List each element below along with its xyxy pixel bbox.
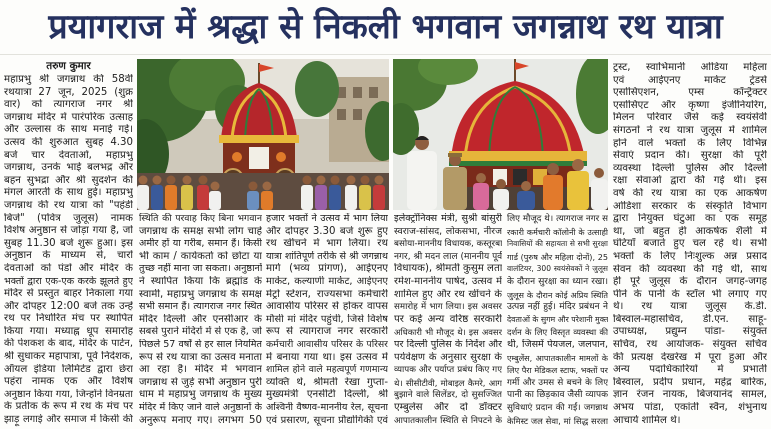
text-line: नगर, श्री मदन लाल (माननीय पूर्व — [394, 251, 502, 262]
text-line: किया गया। मध्याह्न धूप समारोह — [4, 325, 133, 337]
text-line: अश्विनी वैष्णव-माननीय रेल, सूचना — [266, 401, 388, 413]
text-line: और उल्लास के साथ मनाई गई। — [4, 124, 133, 136]
article-column-3 — [266, 213, 388, 427]
text-line: ज्ञान रंजन नायक, बिजयानंद सामल, — [613, 389, 767, 401]
text-line: एसोसिएट और कृष्णा इंजीनियरिंग, — [613, 99, 767, 111]
text-line: रमेश-माननीय पार्षद, उत्सव में — [394, 275, 502, 287]
headline: प्रयागराज में श्रद्धा से निकली भगवान जगन्नाथ रथ यात्रा — [48, 7, 723, 47]
text-line: ऑयल इंडिया लिमिटेड द्वारा छेरा — [4, 363, 133, 375]
text-line: व्यापक और पर्याप्त प्रबंध किए गए — [394, 365, 502, 376]
text-line: होने वाले भक्तों के लिए विभिन्न — [613, 137, 767, 149]
text-line: जगन्नाथ मंदिर में पारंपरिक उत्साह — [4, 111, 133, 123]
text-line: रथयात्रा 27 जून, 2025 (शुक्र — [4, 86, 133, 98]
text-line: बजे चार देवताओं, महाप्रभु — [4, 149, 133, 161]
text-line: पर दिल्ली पुलिस के निर्देश और — [394, 338, 502, 350]
text-line: जगन्नाथ की रथ यात्रा को "पहंडी — [4, 199, 133, 211]
text-line: रथ खींचने में भाग लिया। रथ — [266, 238, 388, 250]
text-line: की पेशकश के बाद, मंदिर के पार्टन, — [4, 338, 133, 350]
text-line: द्वारा नियुक्त घंटुआ का एक समूह — [613, 213, 767, 225]
text-line: सुविधाएं प्रदान की गईं। जगन्नाथ — [507, 402, 608, 413]
text-line: पर कई अन्य वरिष्ठ सरकारी — [394, 313, 502, 325]
text-line: अनुरूप मनाए गए। लगभग 50 — [139, 414, 262, 426]
text-line: धाम में महाप्रभु जगन्नाथ के मुख्य — [139, 389, 262, 401]
text-line: आचार्य शामिल थे। — [613, 414, 681, 426]
text-line: आवासीय परिसर से होकर वापस — [266, 301, 388, 313]
text-line: सेवन की व्यवस्था की गई थी, साथ — [613, 263, 767, 275]
article-column-1 — [4, 74, 133, 427]
text-line: बिस्वाल-महासचिव, डी.एन. साहू- — [613, 313, 767, 325]
text-line: उत्सव की शुरुआत सुबह 4.30 — [4, 136, 133, 148]
text-line: जगन्नाथ, उनके भाई बलभद्र और — [4, 162, 133, 174]
text-line: निवासियों की सहायता से सभी सुरक्षा — [507, 239, 608, 249]
text-line: घंटियाँ बजाते हुए चल रहे थे। सभी — [613, 238, 767, 250]
text-line: ने स्थापित किया कि ब्रह्मांड के — [139, 275, 262, 287]
text-line: बिजे" (पवित्र जुलूस) नामक — [4, 212, 133, 224]
text-line: व्यक्ति थे, श्रीमती रेखा गुप्ता- — [266, 376, 388, 388]
text-line: एम्बुलेंस और दो डॉक्टर — [394, 401, 502, 413]
photo-rath-yatra-chariot-devotees — [393, 59, 608, 210]
byline: तरुण कुमार — [46, 60, 91, 72]
text-line: कर्मचारी आवासीय परिसर के परिसर — [266, 338, 388, 350]
text-line: रकारी कर्मचारी कॉलोनी के उत्साही — [507, 226, 608, 237]
text-line: थे। सीसीटीवी, मोबाइल कैमरे, आग — [394, 377, 502, 388]
text-line: पिछले 57 वर्षों से हर साल नियमित — [139, 338, 262, 350]
text-line: दर्शन के लिए विस्तृत व्यवस्था की — [507, 327, 608, 338]
text-line: अनुष्ठान के माध्यम से, चारों — [4, 250, 133, 262]
text-line: महाप्रभु श्री जगन्नाथ की 58वीं — [4, 74, 133, 85]
text-line: विशेष अनुष्ठान से जोड़ा गया है, जो — [4, 225, 133, 237]
text-line: वार) को त्यागराज नगर श्री — [4, 99, 133, 111]
text-line: वर्ष की रथ यात्रा का एक आकर्षण — [613, 187, 767, 199]
text-line: अधिकारी भी मौजूद थे। इस अवसर — [394, 327, 502, 338]
text-line: वालंटियर, 300 स्वयंसेवकों ने जुलूस — [507, 264, 608, 274]
text-line: थे। रथ यात्रा जुलूस के.डी. — [613, 301, 767, 313]
text-line: लिए पैरा मेडिकल स्टाफ, भक्तों पर — [507, 365, 608, 376]
text-line: पहंरा नामक एक और विशेष — [4, 376, 133, 388]
text-line: मंगल आरती के साथ हुई। महाप्रभु — [4, 187, 133, 199]
text-line: श्री सुधाकर महापात्रा, पूर्व निदेशक, — [4, 351, 133, 363]
text-line: बुझाने वाले सिलेंडर, दो सुसज्जित — [394, 390, 502, 401]
text-line: भी काम / कार्यकर्ता को छोटा या — [139, 250, 262, 262]
article-column-2 — [139, 213, 262, 427]
text-line: उपाध्यक्ष, प्रद्युम्न पांडा- संयुक्त — [613, 326, 767, 338]
text-line: शामिल होने वाले महत्वपूर्ण गणमान्य — [266, 364, 388, 376]
article-column-4 — [394, 213, 502, 427]
text-line: मौसी मां मंदिर पहुंची, जिसे विशेष — [266, 313, 388, 325]
text-line: मार्केट, कल्याणी मार्केट, आईएनए — [266, 275, 388, 287]
text-line: और दोपहर 12:00 बजे तक उन्हें — [4, 300, 133, 312]
text-line: ही पूरे जुलूस के दौरान जगह-जगह — [613, 276, 767, 288]
text-line: सेवाएं प्रदान कीं। सुरक्षा की पूरी — [613, 150, 767, 162]
text-line: था, जो बहुत ही आकर्षक शैली में — [613, 225, 767, 237]
text-line: पर्यवेक्षण के अनुसार सुरक्षा के — [394, 351, 502, 363]
photo-rath-yatra-chariot-crowd — [137, 59, 389, 210]
text-line: मंदिर से प्रस्तुत बाहर निकाला गया — [4, 288, 133, 300]
text-line: मुख्यमंत्री एनसीटी दिल्ली, श्री — [266, 389, 388, 401]
text-line: उत्पन्न नहीं हुई। मंदिर प्रबंधन ने — [507, 302, 608, 313]
text-line: हजार भक्तों ने उत्सव में भाग लिया — [266, 213, 388, 224]
text-line: आ रहा है। मंदिर में भगवान — [139, 364, 262, 376]
text-line: सभी समान हैं। त्यागराज नगर स्थित — [139, 301, 262, 313]
text-line: एवं आईएनए मार्केट ट्रेडर्स — [613, 74, 767, 86]
text-line: बिस्वाल, प्रदीप प्रधान, महेंद्र बारिक, — [613, 376, 767, 388]
text-line: रथ पर निर्धारित मंच पर स्थापित — [4, 313, 133, 325]
text-line: जगन्नाथ से जुड़े सभी अनुष्ठान पुरी — [139, 376, 262, 388]
article-column-6 — [613, 62, 767, 427]
text-line: इलेक्ट्रॉनिक्स मंत्री, सुश्री बांसुरी — [394, 213, 502, 224]
text-line: की प्रत्यक्ष देखरेख में पूरा हुआ और — [613, 351, 767, 363]
text-line: मिलन परिवार जैसे कई स्वयंसेवी — [613, 112, 767, 124]
text-line: आपातकालीन स्थिति से निपटने के — [394, 415, 502, 426]
text-line: स्वामी, महाप्रभु जगन्नाथ के समक्ष — [139, 288, 262, 300]
text-line: व्यवस्था दिल्ली पुलिस और दिल्ली — [613, 162, 767, 174]
text-line: यात्रा शांतिपूर्ण तरीके से श्री जगन्नाथ — [266, 250, 388, 262]
text-line: झाड़ू लगाई और समाज में किसी की — [4, 414, 133, 426]
text-line: विधायक), श्रीमती कुसुम लता — [394, 263, 502, 275]
text-line: स्वराज-सांसद, लोकसभा, नीरज — [394, 225, 502, 237]
article-column-5 — [507, 213, 608, 427]
text-line: सबसे पुराने मंदिरों में से एक है, जो — [139, 326, 262, 338]
text-line: रूप से त्यागराज नगर सरकारी — [266, 326, 388, 338]
text-line: जगन्नाथ के समक्ष सभी लोग चाहे — [139, 225, 262, 237]
headline-rule — [0, 54, 771, 55]
text-line: अनुष्ठान किया गया, जिन्होंने विनम्रता — [4, 388, 133, 400]
text-line: के प्रतीक के रूप में रथ के मंच पर — [4, 401, 133, 413]
text-line: एम्बुलेंस, आपातकालीन मामलों के — [507, 352, 608, 363]
text-line: के दौरान सुरक्षा का ध्यान रखा। — [507, 276, 608, 287]
text-line: बहन सुभद्रा और श्री सुदर्शन की — [4, 174, 133, 186]
text-line: गार्ड (पुरुष और महिला दोनों), 25 — [507, 251, 608, 262]
text-line: मंदिर में किए जाने वाले अनुष्ठानों के — [139, 401, 262, 413]
text-line: पीने के पानी के स्टॉल भी लगाए गए — [613, 288, 767, 300]
text-line: ओडिशा सरकार के संस्कृति विभाग — [613, 200, 767, 212]
text-line: रूप से रथ यात्रा का उत्सव मनाता — [139, 351, 262, 363]
text-line: देवताओं को पंडों और मंदिर के — [4, 262, 133, 274]
text-line: संगठनों ने रथ यात्रा जुलूस में शामिल — [613, 124, 767, 136]
text-line: ट्रस्ट, स्वाभिमानी ओडिया महिला — [613, 62, 767, 73]
text-line: लिए मौजूद थे। त्यागराज नगर स — [507, 214, 608, 224]
text-line: मेट्रो स्टेशन, राज्यसभा कर्मचारी — [266, 288, 388, 300]
text-line: जुलूस के दौरान कोई अप्रिय स्थिति — [507, 289, 608, 300]
text-line: थी, जिसमें पेयजल, जलपान, — [507, 338, 608, 350]
text-line: सचिव, रथ आयोजक- संयुक्त सचिव — [613, 339, 767, 351]
text-line: तुच्छ नहीं माना जा सकता। अनुष्ठानों — [139, 263, 262, 275]
text-line: देवताओं के सुगम और परेशानी मुक्त — [507, 314, 608, 324]
text-line: और दोपहर 3.30 बजे शुरू हुए — [266, 225, 388, 237]
text-line: अमीर हों या गरीब, समान हैं। किसी — [139, 238, 262, 250]
text-line: एसोसिएशन, एम्स कॉन्ट्रैक्टर — [613, 87, 767, 99]
text-line: गर्मी और उमस से बचने के लिए — [507, 377, 608, 388]
text-line: पानी का छिड़काव जैसी व्यापक — [507, 390, 608, 401]
text-line: रक्षा सेवाओं द्वारा की गई थी। इस — [613, 175, 767, 187]
text-line: मार्ग (भव्य प्रांगण), आईएनए — [266, 263, 388, 275]
text-line: मंदिर दिल्ली और एनसीआर के — [139, 313, 262, 325]
text-line: भक्तों के लिए निःशुल्क अन्न प्रसाद — [613, 250, 767, 262]
text-line: केमिस्ट जल सेवा, मां सिद्ध सरला — [507, 415, 608, 426]
text-line: अभय पांडा, एकांती स्वैन, शंभुनाथ — [613, 402, 767, 414]
crowd — [137, 173, 389, 210]
text-line: शामिल हुए और रथ खींचने के — [394, 288, 502, 300]
text-line: एवं प्रसारण, सूचना प्रौद्योगिकी एवं — [266, 414, 388, 426]
text-line: भक्तों द्वारा एक-एक करके झूलते हुए — [4, 275, 133, 287]
text-line: सुबह 11.30 बजे शुरू हुआ। इस — [4, 237, 133, 249]
text-line: स्थिति की परवाह किए बिना भगवान — [139, 213, 262, 224]
text-line: समारोह में भाग लिया। इस अवसर — [394, 302, 502, 313]
text-line: अन्य पदाधिकारियों में प्रभाती — [613, 364, 767, 376]
text-line: बसोया-माननीय विधायक, कस्तूरबा — [394, 239, 502, 250]
text-line: में बनाया गया था। इस उत्सव में — [266, 351, 388, 363]
